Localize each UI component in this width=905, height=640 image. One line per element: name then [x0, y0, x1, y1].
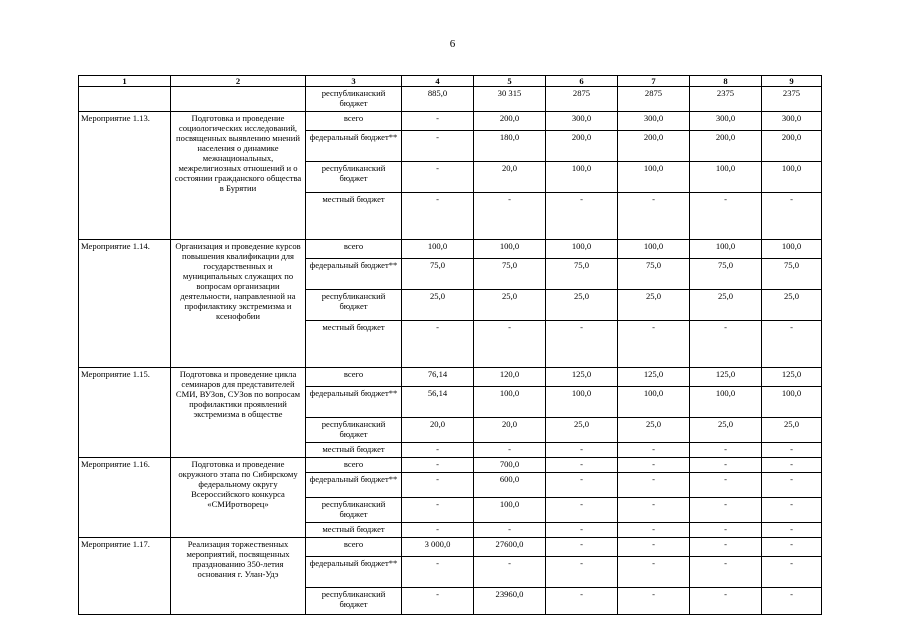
- value-cell: 75,0: [618, 259, 690, 290]
- value-cell: -: [690, 443, 762, 458]
- value-cell: -: [402, 131, 474, 162]
- value-cell: -: [402, 458, 474, 473]
- value-cell: -: [546, 321, 618, 368]
- measure-description: Подготовка и проведение социологических исследований, посвященных выявлению мнений населения о динамике межнациональных, межрелигиозных отношений и о состоянии гражданского общества в Бурятии: [171, 112, 306, 240]
- value-cell: -: [474, 443, 546, 458]
- value-cell: -: [546, 458, 618, 473]
- value-cell: -: [402, 498, 474, 523]
- funding-source: местный бюджет: [306, 321, 402, 368]
- value-cell: 300,0: [762, 112, 822, 131]
- value-cell: 125,0: [546, 368, 618, 387]
- funding-source: федеральный бюджет**: [306, 259, 402, 290]
- table-row: [79, 240, 822, 259]
- value-cell: 75,0: [546, 259, 618, 290]
- value-cell: 25,0: [546, 418, 618, 443]
- value-cell: 30 315: [474, 87, 546, 112]
- value-cell: 100,0: [546, 240, 618, 259]
- value-cell: 23960,0: [474, 588, 546, 615]
- value-cell: 300,0: [618, 112, 690, 131]
- value-cell: 300,0: [546, 112, 618, 131]
- value-cell: 56,14: [402, 387, 474, 418]
- value-cell: -: [402, 321, 474, 368]
- measure-code: Мероприятие 1.17.: [79, 538, 171, 615]
- table-body: [79, 76, 822, 615]
- value-cell: -: [690, 458, 762, 473]
- value-cell: 25,0: [546, 290, 618, 321]
- value-cell: 100,0: [618, 387, 690, 418]
- value-cell: 75,0: [474, 259, 546, 290]
- value-cell: -: [618, 321, 690, 368]
- value-cell: 125,0: [618, 368, 690, 387]
- value-cell: 20,0: [474, 418, 546, 443]
- table-row: [79, 112, 822, 131]
- value-cell: 25,0: [762, 418, 822, 443]
- value-cell: 20,0: [402, 418, 474, 443]
- value-cell: 100,0: [762, 162, 822, 193]
- value-cell: 27600,0: [474, 538, 546, 557]
- column-header: 3: [306, 76, 402, 87]
- value-cell: -: [546, 538, 618, 557]
- measure-description: Подготовка и проведение цикла семинаров для представителей СМИ, ВУЗов, СУЗов по вопросам профилактики проявлений экстремизма в обществе: [171, 368, 306, 458]
- value-cell: -: [618, 443, 690, 458]
- funding-source: всего: [306, 112, 402, 131]
- value-cell: -: [762, 523, 822, 538]
- funding-source: всего: [306, 458, 402, 473]
- column-header: 1: [79, 76, 171, 87]
- value-cell: 2375: [762, 87, 822, 112]
- value-cell: -: [546, 588, 618, 615]
- funding-source: республиканский бюджет: [306, 162, 402, 193]
- value-cell: -: [690, 538, 762, 557]
- empty-cell: [171, 87, 306, 112]
- measure-code: Мероприятие 1.14.: [79, 240, 171, 368]
- value-cell: -: [402, 523, 474, 538]
- value-cell: -: [618, 193, 690, 240]
- measure-description: Организация и проведение курсов повышения квалификации для государственных и муниципальных служащих по вопросам организации деятельности, направленной на профилактику экстремизма и ксенофобии: [171, 240, 306, 368]
- value-cell: 180,0: [474, 131, 546, 162]
- column-header: 5: [474, 76, 546, 87]
- value-cell: -: [546, 498, 618, 523]
- value-cell: 100,0: [474, 387, 546, 418]
- funding-source: местный бюджет: [306, 443, 402, 458]
- column-header: 9: [762, 76, 822, 87]
- funding-source: всего: [306, 240, 402, 259]
- value-cell: 100,0: [690, 240, 762, 259]
- measure-code: Мероприятие 1.13.: [79, 112, 171, 240]
- column-header: 8: [690, 76, 762, 87]
- value-cell: -: [762, 588, 822, 615]
- value-cell: 75,0: [690, 259, 762, 290]
- value-cell: 125,0: [690, 368, 762, 387]
- value-cell: 100,0: [762, 240, 822, 259]
- value-cell: 125,0: [762, 368, 822, 387]
- funding-source: федеральный бюджет**: [306, 131, 402, 162]
- value-cell: 25,0: [690, 290, 762, 321]
- value-cell: 2375: [690, 87, 762, 112]
- value-cell: -: [402, 588, 474, 615]
- value-cell: 25,0: [474, 290, 546, 321]
- table-row: [79, 368, 822, 387]
- column-header-row: [79, 76, 822, 87]
- value-cell: -: [762, 473, 822, 498]
- value-cell: 25,0: [402, 290, 474, 321]
- value-cell: -: [690, 473, 762, 498]
- value-cell: -: [546, 523, 618, 538]
- column-header: 2: [171, 76, 306, 87]
- funding-source: республиканский бюджет: [306, 498, 402, 523]
- value-cell: 100,0: [762, 387, 822, 418]
- value-cell: -: [690, 321, 762, 368]
- funding-source: республиканский бюджет: [306, 87, 402, 112]
- value-cell: -: [762, 538, 822, 557]
- value-cell: -: [618, 523, 690, 538]
- empty-cell: [79, 87, 171, 112]
- value-cell: -: [618, 458, 690, 473]
- value-cell: 100,0: [546, 387, 618, 418]
- funding-source: местный бюджет: [306, 193, 402, 240]
- funding-source: федеральный бюджет**: [306, 387, 402, 418]
- value-cell: -: [690, 523, 762, 538]
- value-cell: 100,0: [546, 162, 618, 193]
- value-cell: -: [762, 443, 822, 458]
- value-cell: 76,14: [402, 368, 474, 387]
- value-cell: -: [762, 193, 822, 240]
- value-cell: 100,0: [618, 240, 690, 259]
- value-cell: -: [402, 162, 474, 193]
- value-cell: -: [546, 473, 618, 498]
- value-cell: 100,0: [690, 162, 762, 193]
- funding-source: федеральный бюджет**: [306, 473, 402, 498]
- value-cell: 700,0: [474, 458, 546, 473]
- table-row: [79, 538, 822, 557]
- value-cell: 2875: [618, 87, 690, 112]
- funding-source: всего: [306, 538, 402, 557]
- value-cell: 25,0: [618, 418, 690, 443]
- value-cell: -: [618, 588, 690, 615]
- page-number: 6: [449, 38, 456, 50]
- measure-code: Мероприятие 1.16.: [79, 458, 171, 538]
- value-cell: -: [762, 321, 822, 368]
- value-cell: 3 000,0: [402, 538, 474, 557]
- value-cell: 300,0: [690, 112, 762, 131]
- value-cell: -: [762, 498, 822, 523]
- measure-code: Мероприятие 1.15.: [79, 368, 171, 458]
- value-cell: 100,0: [474, 240, 546, 259]
- funding-source: республиканский бюджет: [306, 588, 402, 615]
- value-cell: 75,0: [402, 259, 474, 290]
- column-header: 7: [618, 76, 690, 87]
- column-header: 6: [546, 76, 618, 87]
- value-cell: -: [402, 473, 474, 498]
- value-cell: 2875: [546, 87, 618, 112]
- value-cell: -: [690, 193, 762, 240]
- value-cell: -: [618, 473, 690, 498]
- value-cell: -: [402, 443, 474, 458]
- value-cell: -: [546, 557, 618, 588]
- value-cell: 25,0: [690, 418, 762, 443]
- value-cell: -: [618, 557, 690, 588]
- value-cell: -: [762, 458, 822, 473]
- funding-source: федеральный бюджет**: [306, 557, 402, 588]
- value-cell: -: [474, 193, 546, 240]
- value-cell: 200,0: [546, 131, 618, 162]
- value-cell: -: [402, 112, 474, 131]
- value-cell: -: [402, 557, 474, 588]
- value-cell: 120,0: [474, 368, 546, 387]
- value-cell: 200,0: [618, 131, 690, 162]
- value-cell: 200,0: [690, 131, 762, 162]
- value-cell: -: [762, 557, 822, 588]
- table-row: [79, 87, 822, 112]
- value-cell: -: [474, 321, 546, 368]
- value-cell: -: [690, 498, 762, 523]
- value-cell: 200,0: [762, 131, 822, 162]
- budget-table: [78, 75, 822, 615]
- value-cell: 20,0: [474, 162, 546, 193]
- value-cell: 200,0: [474, 112, 546, 131]
- value-cell: -: [690, 557, 762, 588]
- value-cell: -: [474, 557, 546, 588]
- measure-description: Подготовка и проведение окружного этапа по Сибирскому федеральному округу Всероссийского конкурса «СМИротворец»: [171, 458, 306, 538]
- value-cell: 100,0: [618, 162, 690, 193]
- value-cell: 100,0: [690, 387, 762, 418]
- value-cell: -: [618, 538, 690, 557]
- value-cell: 100,0: [402, 240, 474, 259]
- value-cell: 885,0: [402, 87, 474, 112]
- value-cell: -: [402, 193, 474, 240]
- funding-source: всего: [306, 368, 402, 387]
- funding-source: республиканский бюджет: [306, 290, 402, 321]
- value-cell: 75,0: [762, 259, 822, 290]
- value-cell: -: [546, 443, 618, 458]
- funding-source: республиканский бюджет: [306, 418, 402, 443]
- value-cell: -: [546, 193, 618, 240]
- funding-source: местный бюджет: [306, 523, 402, 538]
- table-row: [79, 458, 822, 473]
- value-cell: -: [690, 588, 762, 615]
- value-cell: 25,0: [618, 290, 690, 321]
- value-cell: -: [474, 523, 546, 538]
- column-header: 4: [402, 76, 474, 87]
- value-cell: 600,0: [474, 473, 546, 498]
- measure-description: Реализация торжественных мероприятий, посвященных празднованию 350-летия основания г. Улан-Удэ: [171, 538, 306, 615]
- value-cell: 100,0: [474, 498, 546, 523]
- value-cell: 25,0: [762, 290, 822, 321]
- value-cell: -: [618, 498, 690, 523]
